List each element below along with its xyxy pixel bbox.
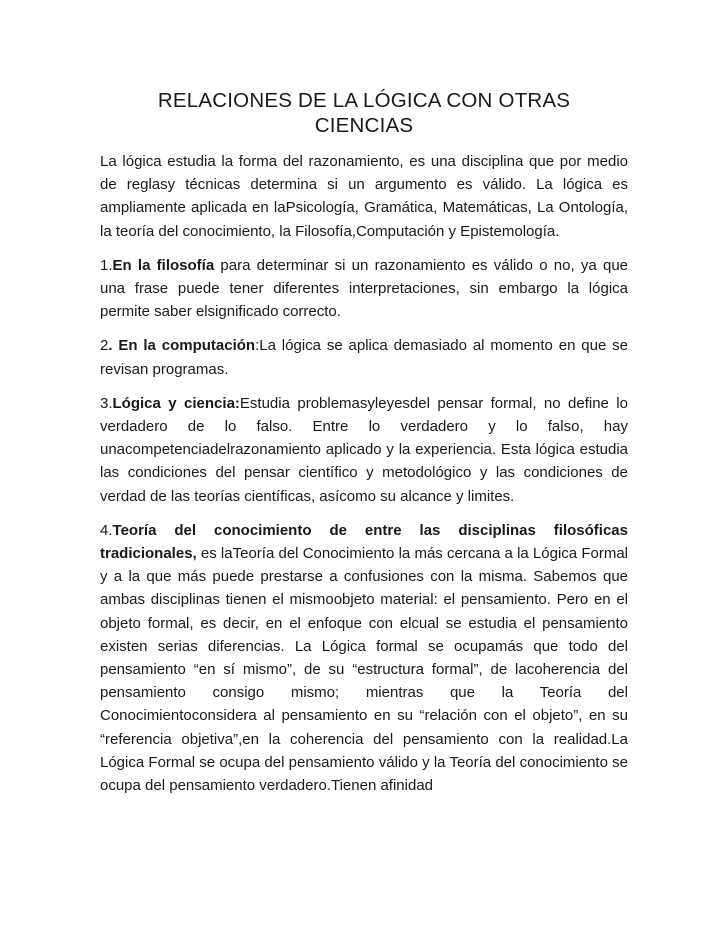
title-line-1: RELACIONES DE LA LÓGICA CON OTRAS: [157, 89, 571, 112]
title-line-2: CIENCIAS: [314, 114, 414, 137]
paragraph-computacion: [100, 334, 628, 380]
paragraph-number: 2: [100, 337, 109, 355]
paragraph-heading: En la filosofía: [112, 256, 215, 274]
paragraph-number: 4.: [100, 521, 113, 539]
paragraph-heading: . En la computación: [108, 337, 256, 355]
paragraph-text: para determinar si un razonamiento es válido o no, ya que una frase puede tener diferentes interpretaciones, sin embargo la lógica permite saber elsignificado correcto.: [100, 256, 629, 321]
paragraph-number: 1.: [100, 256, 113, 274]
paragraph-text: Estudia problemasyleyesdel pensar formal, no define lo verdadero de lo falso. Entre lo verdadero y lo falso, hay unacompetenciadelrazonamiento aplicado y la experiencia. Esta lógica estudia las condiciones del pensar científico y metodológico y las condiciones de verdad de las teorías científicas, asícomo su alcance y limites.: [100, 394, 628, 505]
document-body: [100, 150, 628, 808]
paragraph-text: :La lógica se aplica demasiado al momento en que se revisan programas.: [100, 337, 628, 378]
paragraph-intro: [100, 150, 628, 243]
paragraph-number: 3.: [100, 394, 113, 412]
paragraph-ciencia: [100, 392, 628, 508]
paragraph-text: es laTeoría del Conocimiento la más cercana a la Lógica Formal y a la que más puede prestarse a confusiones con la misma. Sabemos que ambas disciplinas tienen el mismoobjeto material: el pensamiento. Pero en el objeto formal, es decir, en el enfoque con elcual se estudia el pensamiento existen serias diferencias. La Lógica formal se ocupamás que todo del pensamiento “en sí mismo”, de su “estructura formal”, de lacoherencia del pensamiento consigo mismo; mientras que la Teoría del Conocimientoconsidera al pensamiento en su “relación con el objeto”, en su “referencia objetiva”,en la coherencia del pensamiento con la realidad.La Lógica Formal se ocupa del pensamiento válido y la Teoría del conocimiento se ocupa del pensamiento verdadero.Tienen afinidad: [100, 545, 628, 795]
paragraph-filosofia: [100, 254, 628, 324]
paragraph-conocimiento: [100, 519, 628, 797]
paragraph-heading: Teoría del conocimiento de entre las disciplinas filosóficas tradicionales,: [100, 521, 628, 563]
paragraph-heading: Lógica y ciencia:: [112, 394, 240, 412]
document-title: [100, 88, 628, 138]
paragraph-text: La lógica estudia la forma del razonamiento, es una disciplina que por medio de reglasy técnicas determina si un argumento es válido. La lógica es ampliamente aplicada en laPsicología, Gramática, Matemáticas, La Ontología, la teoría del conocimiento, la Filosofía,Computación y Epistemología.: [100, 153, 628, 240]
